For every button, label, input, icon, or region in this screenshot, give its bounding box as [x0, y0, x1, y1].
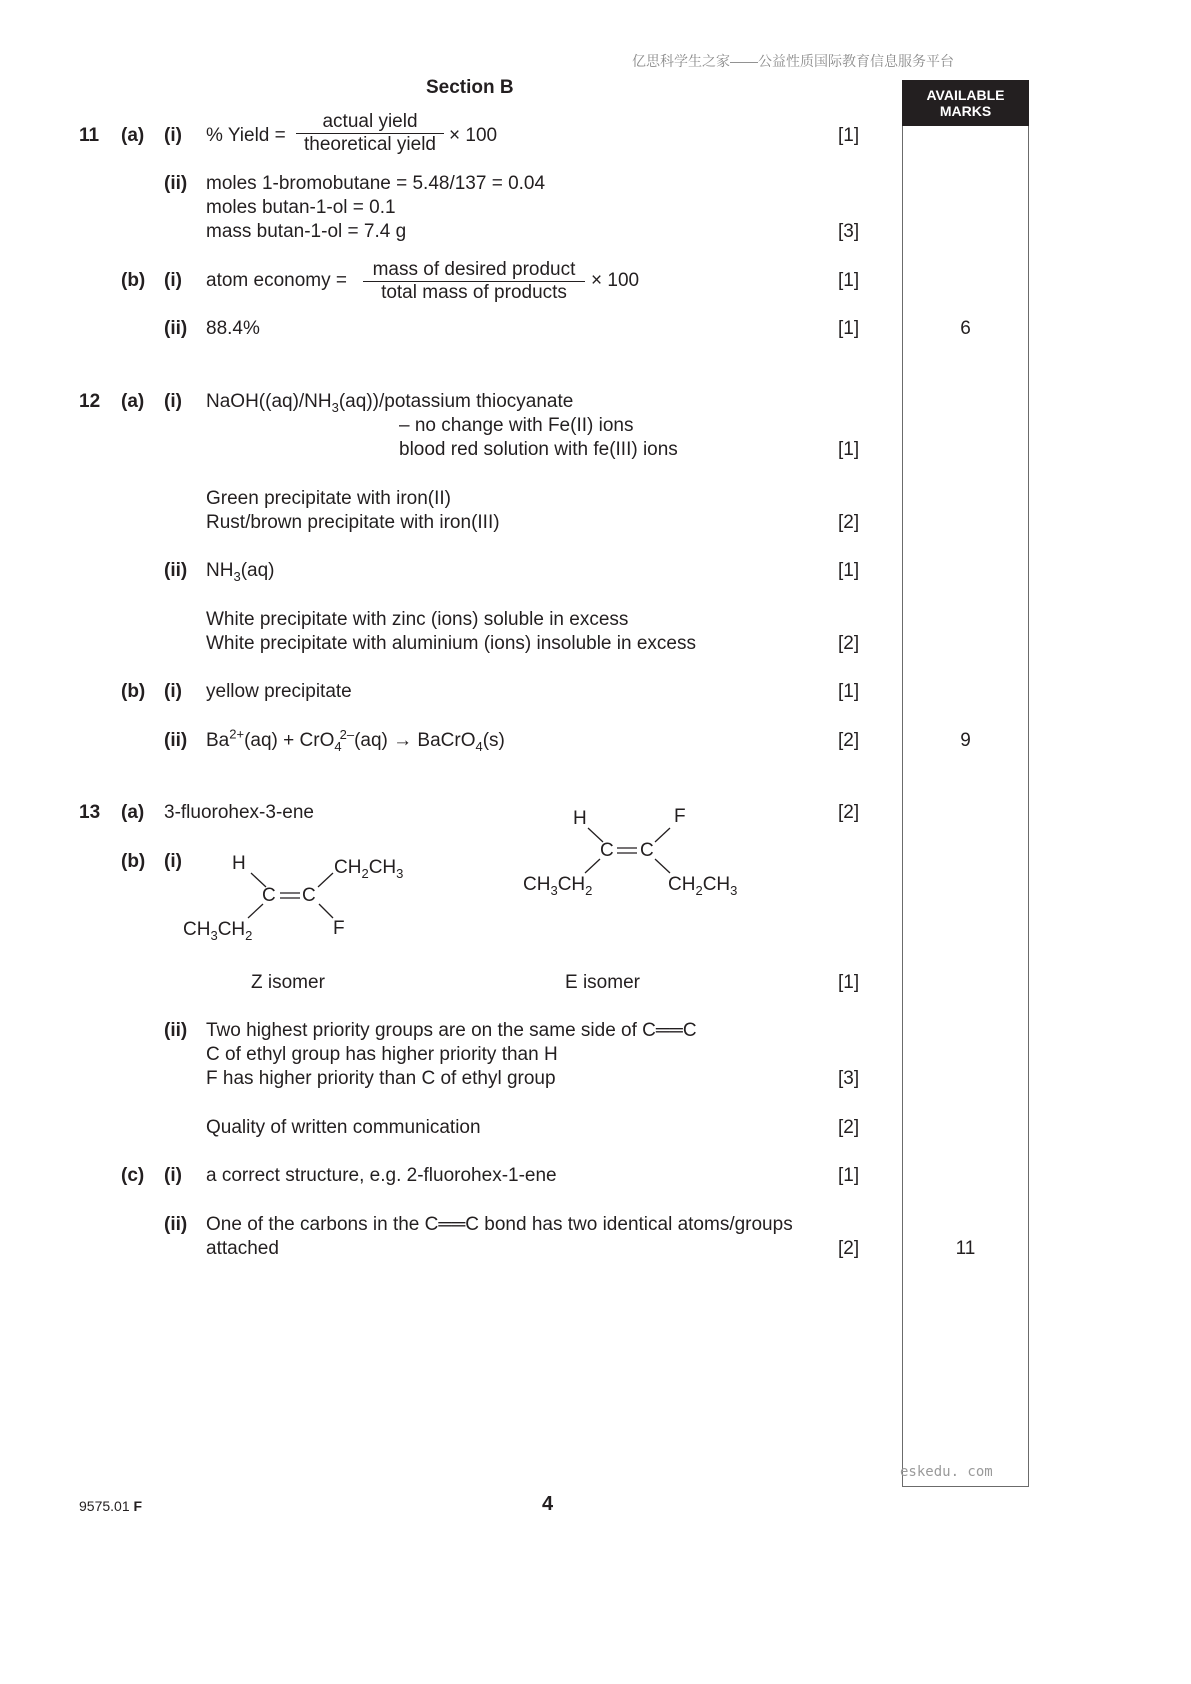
- q11-yield-suffix: × 100: [449, 125, 498, 146]
- q12-a-i-line3: blood red solution with fe(III) ions: [399, 439, 678, 460]
- q13-b-ii-line2: C of ethyl group has higher priority than H: [206, 1044, 558, 1065]
- q12-a-label: (a): [121, 391, 145, 412]
- q11-a-i-label: (i): [164, 125, 182, 146]
- q12-a-ii-mark1: [1]: [838, 560, 860, 581]
- q13-c-ii-mark: [2]: [838, 1238, 860, 1259]
- z-group-ethyl-right: $CH_2CH_3$: [334, 857, 404, 881]
- q13-b-ii-qwc: Quality of written communication: [206, 1117, 481, 1138]
- q13-b-ii-line3: F has higher priority than C of ethyl group: [206, 1068, 556, 1089]
- q11-yield-numerator: actual yield: [322, 111, 418, 132]
- q12-a-ii-label: (ii): [164, 560, 188, 581]
- e-bond-ethyl-left: [585, 859, 600, 873]
- q12-a-ii-mark2: [2]: [838, 633, 860, 654]
- header-note: 亿思科学生之家——公益性质国际教育信息服务平台: [632, 53, 954, 69]
- q12-a-ii-line1: $NH_3(aq)$: [206, 560, 275, 584]
- z-isomer-label: Z isomer: [251, 972, 325, 993]
- q11-yield-prefix: % Yield =: [206, 125, 286, 146]
- q13-b-ii-line1: Two highest priority groups are on the same side of C══C: [206, 1020, 697, 1041]
- q11-a-label: (a): [121, 125, 145, 146]
- e-bond-f: [655, 828, 670, 842]
- q12-b-ii-mark: [2]: [838, 730, 860, 751]
- q12-a-i-line4: Green precipitate with iron(II): [206, 488, 451, 509]
- q13-c-ii-line2: attached: [206, 1238, 279, 1259]
- q11-a-ii-line2: moles butan-1-ol = 0.1: [206, 197, 396, 218]
- q11-a-ii-label: (ii): [164, 173, 188, 194]
- paper-code: 9575.01 F: [79, 1498, 143, 1514]
- z-bond-ethyl-right: [318, 873, 333, 887]
- q13-a-label: (a): [121, 802, 145, 823]
- watermark: eskedu. com: [900, 1464, 993, 1480]
- section-title: Section B: [426, 77, 514, 98]
- q11-b-label: (b): [121, 270, 146, 291]
- q13-b-label: (b): [121, 851, 146, 872]
- q13-number: 13: [79, 802, 101, 823]
- q13-c-label: (c): [121, 1165, 145, 1186]
- z-bond-ethyl-left: [248, 904, 263, 918]
- q13-a-mark: [2]: [838, 802, 860, 823]
- q11-a-i-mark: [1]: [838, 125, 860, 146]
- e-atom-f: F: [674, 806, 686, 827]
- q11-number: 11: [79, 125, 100, 146]
- q12-b-label: (b): [121, 681, 146, 702]
- e-bond-ethyl-right: [655, 859, 670, 873]
- e-atom-h: H: [573, 808, 587, 829]
- q13-c-ii-label: (ii): [164, 1214, 188, 1235]
- z-bond-f: [319, 904, 333, 918]
- q12-b-i-answer: yellow precipitate: [206, 681, 352, 702]
- q11-a-ii-mark: [3]: [838, 221, 860, 242]
- q13-c-i-label: (i): [164, 1165, 182, 1186]
- z-atom-c1: C: [262, 885, 276, 906]
- q11-atom-economy-numerator: mass of desired product: [372, 259, 576, 280]
- q13-b-i-mark: [1]: [838, 972, 860, 993]
- q13-b-i-label: (i): [164, 851, 182, 872]
- q11-b-ii-mark: [1]: [838, 318, 860, 339]
- page-number: 4: [542, 1493, 554, 1515]
- q12-a-i-mark2: [2]: [838, 512, 860, 533]
- q13-c-ii-line1: One of the carbons in the C══C bond has two identical atoms/groups: [206, 1214, 793, 1235]
- q12-a-ii-line2: White precipitate with zinc (ions) soluble in excess: [206, 609, 629, 630]
- q11-b-i-mark: [1]: [838, 270, 860, 291]
- q12-a-i-line5: Rust/brown precipitate with iron(III): [206, 512, 500, 533]
- e-isomer-label: E isomer: [565, 972, 640, 993]
- q12-b-ii-equation: $Ba^{2+}(aq) + CrO_4^{2-}(aq)$ → BaCrO$_4$(s): [206, 726, 505, 754]
- q11-b-ii-answer: 88.4%: [206, 318, 260, 339]
- z-group-ethyl-left: $CH_3CH_2$: [183, 919, 253, 943]
- z-atom-f: F: [333, 918, 345, 939]
- q11-a-ii-line3: mass butan-1-ol = 7.4 g: [206, 221, 407, 242]
- e-group-ethyl-left: $CH_3CH_2$: [523, 874, 593, 898]
- q12-total-marks: 9: [960, 730, 971, 751]
- q12-a-i-line1: $NaOH((aq)/NH_3(aq))$/potassium thiocyanate: [206, 391, 574, 415]
- q12-b-i-mark: [1]: [838, 681, 860, 702]
- q11-atom-economy-denominator: total mass of products: [363, 281, 585, 304]
- q12-a-ii-line3: White precipitate with aluminium (ions) insoluble in excess: [206, 633, 696, 654]
- q11-b-i-label: (i): [164, 270, 182, 291]
- q13-b-ii-mark1: [3]: [838, 1068, 860, 1089]
- q13-total-marks: 11: [955, 1238, 976, 1259]
- q11-atom-economy-prefix: atom economy =: [206, 270, 347, 291]
- q12-a-i-line2: – no change with Fe(II) ions: [399, 415, 634, 436]
- q13-c-i-mark: [1]: [838, 1165, 860, 1186]
- q11-b-ii-label: (ii): [164, 318, 188, 339]
- z-atom-c2: C: [302, 885, 316, 906]
- q11-yield-denominator: theoretical yield: [296, 133, 444, 156]
- available-marks-header: AVAILABLE MARKS: [902, 80, 1029, 126]
- q11-atom-economy-suffix: × 100: [591, 270, 640, 291]
- q13-b-ii-mark2: [2]: [838, 1117, 860, 1138]
- q13-a-answer: 3-fluorohex-3-ene: [164, 802, 314, 823]
- q13-c-i-answer: a correct structure, e.g. 2-fluorohex-1-ene: [206, 1165, 557, 1186]
- q13-b-ii-label: (ii): [164, 1020, 188, 1041]
- z-atom-h: H: [232, 853, 246, 874]
- q12-b-i-label: (i): [164, 681, 182, 702]
- e-group-ethyl-right: $CH_2CH_3$: [668, 874, 738, 898]
- q11-a-ii-line1: moles 1-bromobutane = 5.48/137 = 0.04: [206, 173, 546, 194]
- q12-number: 12: [79, 391, 101, 412]
- e-atom-c1: C: [600, 840, 614, 861]
- q11-total-marks: 6: [960, 318, 971, 339]
- e-atom-c2: C: [640, 840, 654, 861]
- q12-a-i-label: (i): [164, 391, 182, 412]
- q12-b-ii-label: (ii): [164, 730, 188, 751]
- q12-a-i-mark1: [1]: [838, 439, 860, 460]
